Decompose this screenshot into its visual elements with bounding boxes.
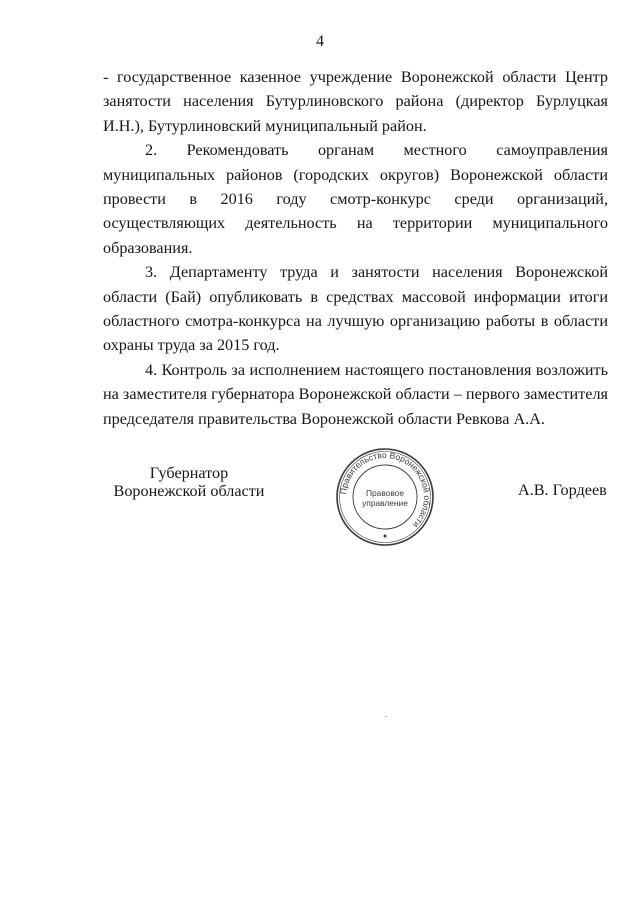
scan-speck — [385, 716, 387, 717]
paragraph-item-3: 3. Департаменту труда и занятости населения Воронежской области (Бай) опубликовать в средствах массовой информации итоги областного смотра-конкурса на лучшую организацию работы в области охраны труда за 2015 год. — [103, 263, 608, 355]
seal-center-line-2: управление — [362, 498, 408, 508]
official-seal-stamp — [335, 447, 435, 547]
signatory-title-line-1: Губернатор — [149, 464, 229, 482]
seal-graphic — [335, 447, 435, 547]
seal-ring-text: Правительство Воронежской области — [338, 449, 433, 530]
paragraph-item-4: 4. Контроль за исполнением настоящего постановления возложить на заместителя губернатора Воронежской области – первого заместителя председателя правительства Воронежской области Ревкова А.А. — [103, 360, 608, 428]
paragraph-list-item-center: - государственное казенное учреждение Воронежской области Центр занятости населения Бутурлиновского района (директор Бурлуцкая И.Н.), Бутурлиновский муниципальный район. — [103, 68, 608, 135]
page-number: 4 — [316, 33, 324, 50]
document-body — [103, 65, 608, 431]
signatory-title-line-2: Воронежской области — [113, 482, 265, 500]
seal-star-mark — [384, 535, 387, 538]
seal-center-line-1: Правовое — [365, 488, 405, 498]
paragraph-item-2: 2. Рекомендовать органам местного самоуправления муниципальных районов (городских округов) Воронежской области провести в 2016 году смотр-конкурс среди организаций, осуществляющих деятельность на территории муниципального образования. — [103, 141, 608, 257]
signatory-title — [104, 464, 274, 500]
signatory-name: А.В. Гордеев — [518, 481, 607, 499]
